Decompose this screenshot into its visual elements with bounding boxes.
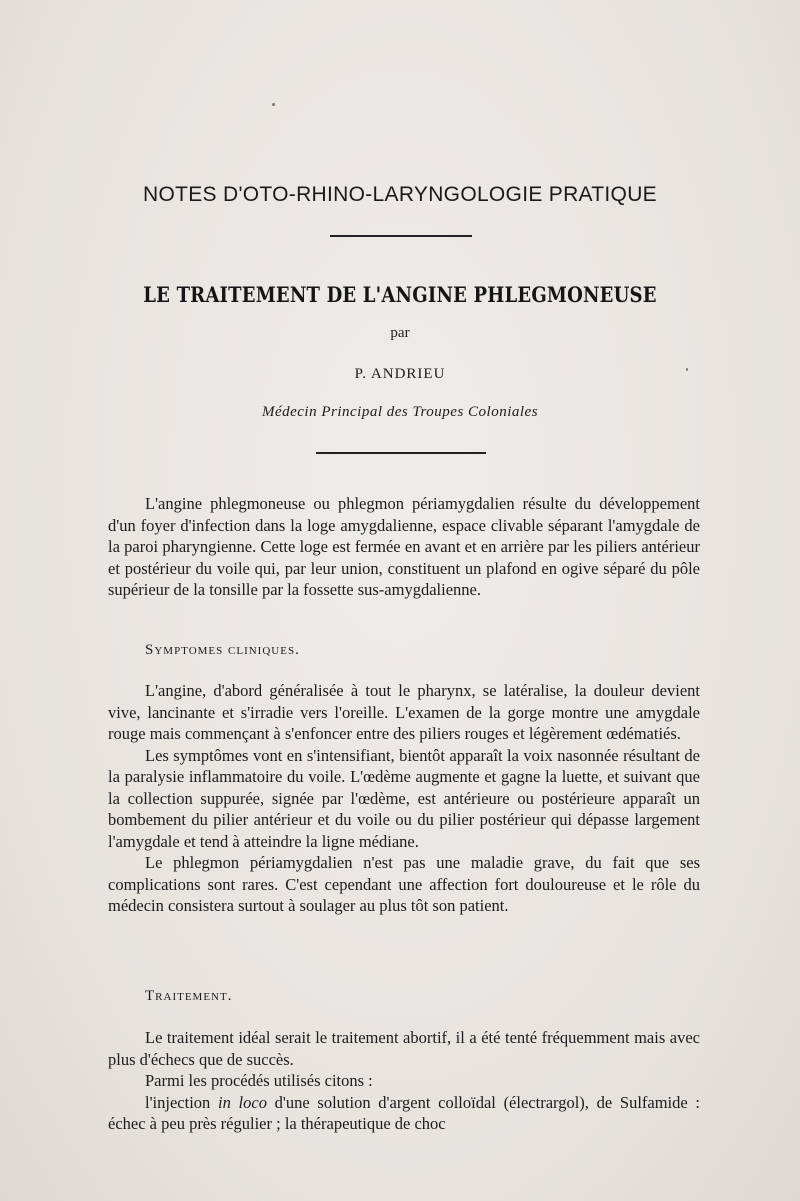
series-title: NOTES D'OTO-RHINO-LARYNGOLOGIE PRATIQUE [143,183,657,206]
treatment-paragraph [108,1092,700,1135]
symptoms-paragraph: Le phlegmon périamygdalien n'est pas une maladie grave, du fait que ses complications sont rares. C'est cependant une affection fort douloureuse et le rôle du médecin consistera surtout à soulager au plus tôt son patient. [108,853,700,915]
symptoms-paragraph: Les symptômes vont en s'intensifiant, bientôt apparaît la voix nasonnée résultant de la paralysie inflammatoire du voile. L'œdème augmente et gagne la luette, et suivant que la collection suppurée, signée par l'œdème, est antérieure ou postérieure apparaît un bombement du pilier antérieur et du voile ou du pilier postérieur qui dépasse largement l'amygdale et tend à atteindre la ligne médiane. [108,745,700,851]
author-affiliation: Médecin Principal des Troupes Coloniales [261,404,539,420]
article-title: LE TRAITEMENT DE L'ANGINE PHLEGMONEUSE [143,282,657,307]
header-divider [316,452,486,454]
symptoms-paragraph: L'angine, d'abord généralisée à tout le pharynx, se latéralise, la douleur devient vive, lancinante et s'irradie vers l'oreille. L'examen de la gorge montre une amygdale rouge mais commençant à s'enfoncer entre des piliers rouges et légèrement œdématiés. [108,681,700,743]
intro-section [108,493,700,601]
latin-term: in loco [218,1092,267,1112]
title-divider [330,235,472,237]
treatment-text: d'une solution d'argent colloïdal (électrargol), de Sulfamide : échec à peu près régulier ; la thérapeutique de choc [108,1092,701,1133]
symptoms-heading: Symptomes cliniques. [145,642,300,658]
intro-paragraph: L'angine phlegmoneuse ou phlegmon périamygdalien résulte du développement d'un foyer d'infection dans la loge amygdalienne, espace clivable séparant l'amygdale de la paroi pharyngienne. Cette loge est fermée en avant et en arrière par les piliers antérieur et postérieur du voile qui, par leur union, constituent un plafond en ogive séparé du pôle supérieur de la tonsille par la fossette sus-amygdalienne. [108,494,700,599]
treatment-paragraph: Parmi les procédés utilisés citons : [145,1071,373,1090]
dust-speck [272,103,275,106]
author-name: P. ANDRIEU [354,366,446,382]
treatment-heading: Traitement. [145,988,233,1004]
symptoms-section [108,680,700,917]
byline-par: par [390,325,410,341]
treatment-text: l'injection [145,1092,218,1112]
treatment-paragraph: Le traitement idéal serait le traitement abortif, il a été tenté fréquemment mais avec plus d'échecs que de succès. [108,1028,700,1069]
treatment-section [108,1027,700,1135]
